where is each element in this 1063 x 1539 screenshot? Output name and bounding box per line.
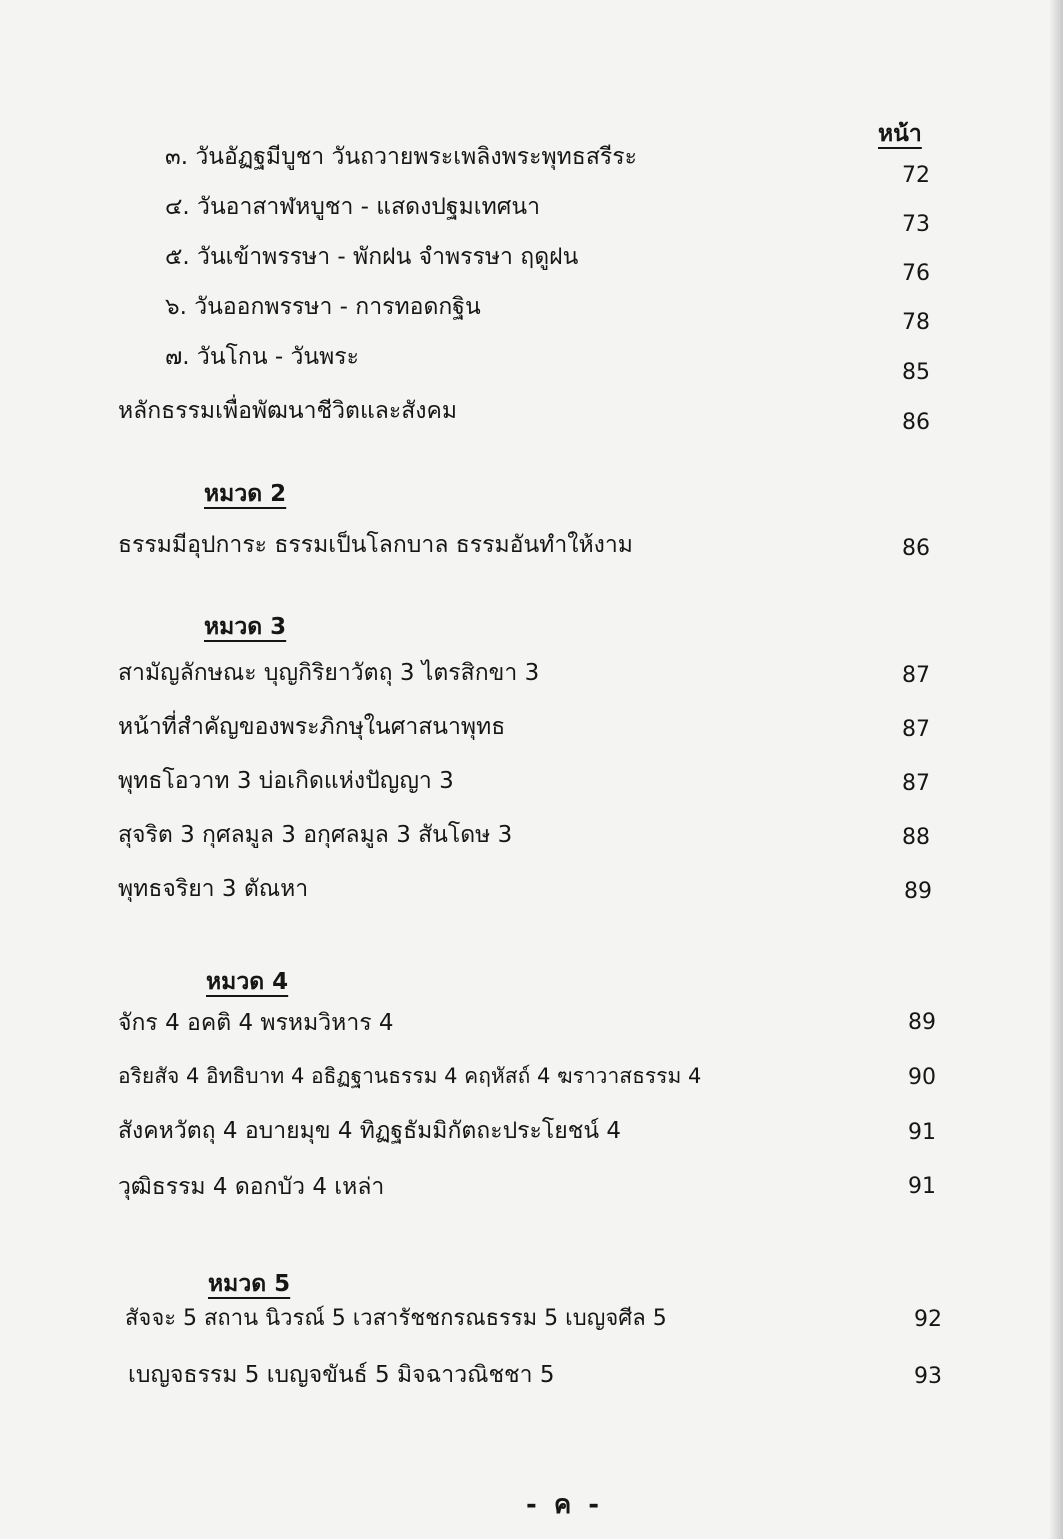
section-heading: หมวด 4 xyxy=(206,969,289,995)
toc-page-number: 73 xyxy=(902,212,930,237)
toc-entry: ๗. วันโกน - วันพระ xyxy=(165,344,359,370)
toc-entry: สังคหวัตถุ 4 อบายมุข 4 ทิฏฐธัมมิกัตถะประโยชน์ 4 xyxy=(118,1118,622,1144)
toc-entry: เบญจธรรม 5 เบญจขันธ์ 5 มิจฉาวณิชชา 5 xyxy=(128,1362,555,1388)
toc-page-number: 91 xyxy=(908,1120,936,1145)
section-heading: หมวด 5 xyxy=(208,1271,291,1297)
toc-entry: จักร 4 อคติ 4 พรหมวิหาร 4 xyxy=(118,1010,394,1036)
toc-page-number: 92 xyxy=(914,1307,942,1332)
page-footer-number: - ค - xyxy=(526,1490,604,1520)
toc-page-number: 76 xyxy=(902,261,930,286)
toc-entry: สามัญลักษณะ บุญกิริยาวัตถุ 3 ไตรสิกขา 3 xyxy=(118,660,540,686)
toc-entry: ๕. วันเข้าพรรษา - พักฝน จำพรรษา ฤดูฝน xyxy=(165,244,579,270)
toc-page-number: 87 xyxy=(902,663,930,688)
toc-entry: ๓. วันอัฏฐมีบูชา วันถวายพระเพลิงพระพุทธสรีระ xyxy=(165,144,637,170)
toc-entry: หลักธรรมเพื่อพัฒนาชีวิตและสังคม xyxy=(118,398,458,424)
toc-entry: หน้าที่สำคัญของพระภิกษุในศาสนาพุทธ xyxy=(118,714,506,740)
toc-page-number: 85 xyxy=(902,360,930,385)
toc-page-number: 87 xyxy=(902,771,930,796)
toc-page-number: 78 xyxy=(902,310,930,335)
toc-page-number: 88 xyxy=(902,825,930,850)
toc-entry: ธรรมมีอุปการะ ธรรมเป็นโลกบาล ธรรมอันทำให้งาม xyxy=(118,532,633,558)
toc-page-number: 89 xyxy=(904,879,932,904)
toc-page-number: 93 xyxy=(914,1364,942,1389)
toc-page-number: 91 xyxy=(908,1174,936,1199)
page-column-heading: หน้า xyxy=(878,121,922,147)
toc-page-number: 72 xyxy=(902,163,930,188)
toc-page-number: 89 xyxy=(908,1010,936,1035)
toc-entry: พุทธโอวาท 3 บ่อเกิดแห่งปัญญา 3 xyxy=(118,768,454,794)
toc-entry: อริยสัจ 4 อิทธิบาท 4 อธิฏฐานธรรม 4 คฤหัสถ์ 4 ฆราวาสธรรม 4 xyxy=(118,1064,702,1088)
toc-page-number: 86 xyxy=(902,536,930,561)
page-edge-shadow xyxy=(1049,0,1063,1539)
toc-page-number: 90 xyxy=(908,1065,936,1090)
toc-entry: สุจริต 3 กุศลมูล 3 อกุศลมูล 3 สันโดษ 3 xyxy=(118,822,513,848)
section-heading: หมวด 2 xyxy=(204,481,287,507)
toc-entry: สัจจะ 5 สถาน นิวรณ์ 5 เวสารัชชกรณธรรม 5 เบญจศีล 5 xyxy=(125,1306,667,1331)
toc-page-number: 86 xyxy=(902,410,930,435)
section-heading: หมวด 3 xyxy=(204,614,287,640)
toc-entry: พุทธจริยา 3 ตัณหา xyxy=(118,876,309,902)
toc-entry: ๔. วันอาสาฬหบูชา - แสดงปฐมเทศนา xyxy=(165,194,541,220)
toc-entry: วุฒิธรรม 4 ดอกบัว 4 เหล่า xyxy=(118,1174,385,1200)
toc-page-number: 87 xyxy=(902,717,930,742)
toc-entry: ๖. วันออกพรรษา - การทอดกฐิน xyxy=(165,294,481,320)
